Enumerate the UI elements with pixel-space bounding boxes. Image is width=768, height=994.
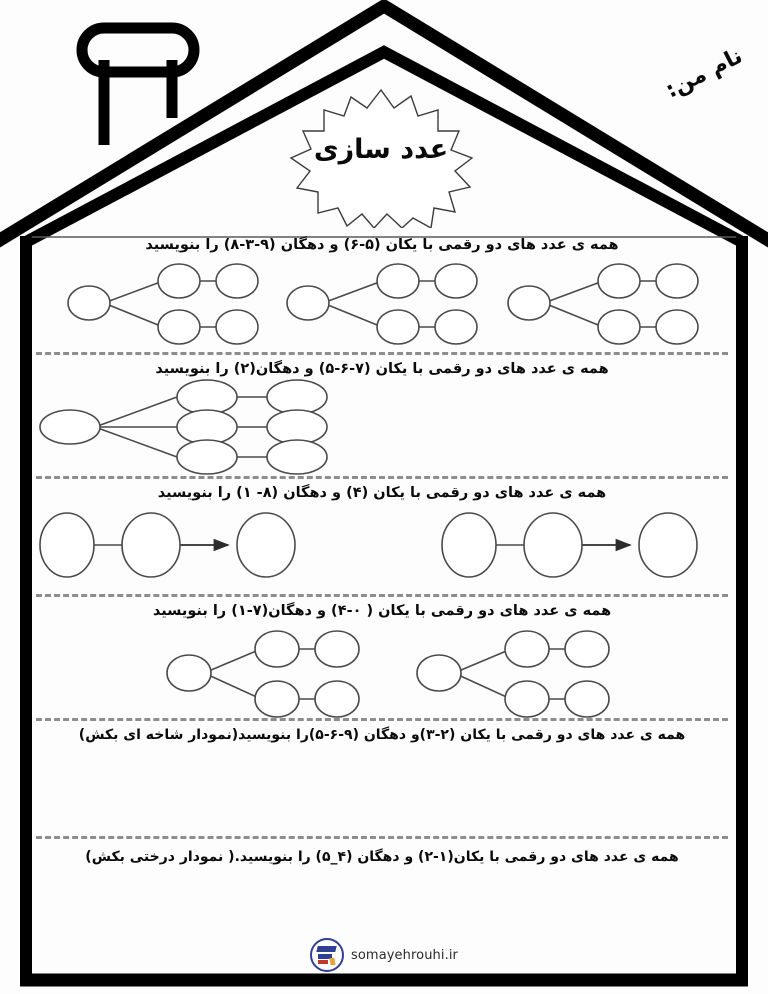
branch-diagram-a (68, 264, 258, 344)
chain-diagram-a (40, 513, 295, 577)
exercise-diagram-4[interactable] (32, 621, 732, 713)
branch-diagram-e (417, 631, 609, 717)
row-separator-1 (36, 352, 728, 355)
chimney-cap (82, 28, 194, 72)
exercise-diagram-2[interactable] (32, 379, 732, 471)
row-separator-4 (36, 718, 728, 721)
exercise-prompt-1: همه ی عدد های دو رقمی با یکان (۵-۶) و دهگان (۹-۳-۸) را بنویسید (145, 237, 619, 253)
worksheet-title: عدد سازی (313, 134, 449, 165)
exercise-answer-space-5[interactable] (32, 744, 732, 826)
exercise-prompt-3: همه ی عدد های دو رقمی با یکان (۴) و دهگان (۸- ۱) را بنویسید (157, 485, 607, 501)
somayehrouhi-logo-icon (310, 938, 344, 972)
fan-diagram (40, 380, 327, 474)
exercise-rows-container (32, 236, 732, 948)
exercise-prompt-4: همه ی عدد های دو رقمی با یکان ( ۰-۴) و دهگان(۷-۱) را بنویسید (152, 603, 612, 619)
exercise-row-3 (32, 484, 732, 587)
exercise-prompt-2: همه ی عدد های دو رقمی با یکان (۷-۶-۵) و دهگان(۲) را بنویسید (155, 361, 609, 377)
exercise-row-2 (32, 360, 732, 471)
chimney-stack (104, 60, 172, 145)
exercise-row-4 (32, 602, 732, 713)
exercise-row-6 (32, 848, 732, 936)
exercise-row-5 (32, 726, 732, 826)
branch-diagram-b (287, 264, 477, 344)
exercise-answer-space-6[interactable] (32, 866, 732, 936)
row-separator-5 (36, 836, 728, 839)
row-separator-3 (36, 594, 728, 597)
exercise-diagram-3[interactable] (32, 503, 732, 587)
name-field-label: نام من: (661, 43, 747, 104)
footer-site-url: somayehrouhi.ir (351, 947, 458, 963)
branch-diagram-d (167, 631, 359, 717)
exercise-prompt-6: همه ی عدد های دو رقمی با یکان(۱-۲) و دهگان (۴_۵) را بنویسید.( نمودار درختی بکش) (85, 849, 679, 865)
chain-diagram-b (442, 513, 697, 577)
row-separator-2 (36, 476, 728, 479)
branch-diagram-c (508, 264, 698, 344)
title-badge (268, 88, 494, 228)
exercise-row-1 (32, 236, 732, 347)
exercise-prompt-5: همه ی عدد های دو رقمی با یکان (۲-۳)و دهگان (۹-۶-۵)را بنویسید(نمودار شاخه ای بکش) (78, 727, 686, 743)
footer (0, 938, 768, 972)
exercise-diagram-1[interactable] (32, 255, 732, 347)
